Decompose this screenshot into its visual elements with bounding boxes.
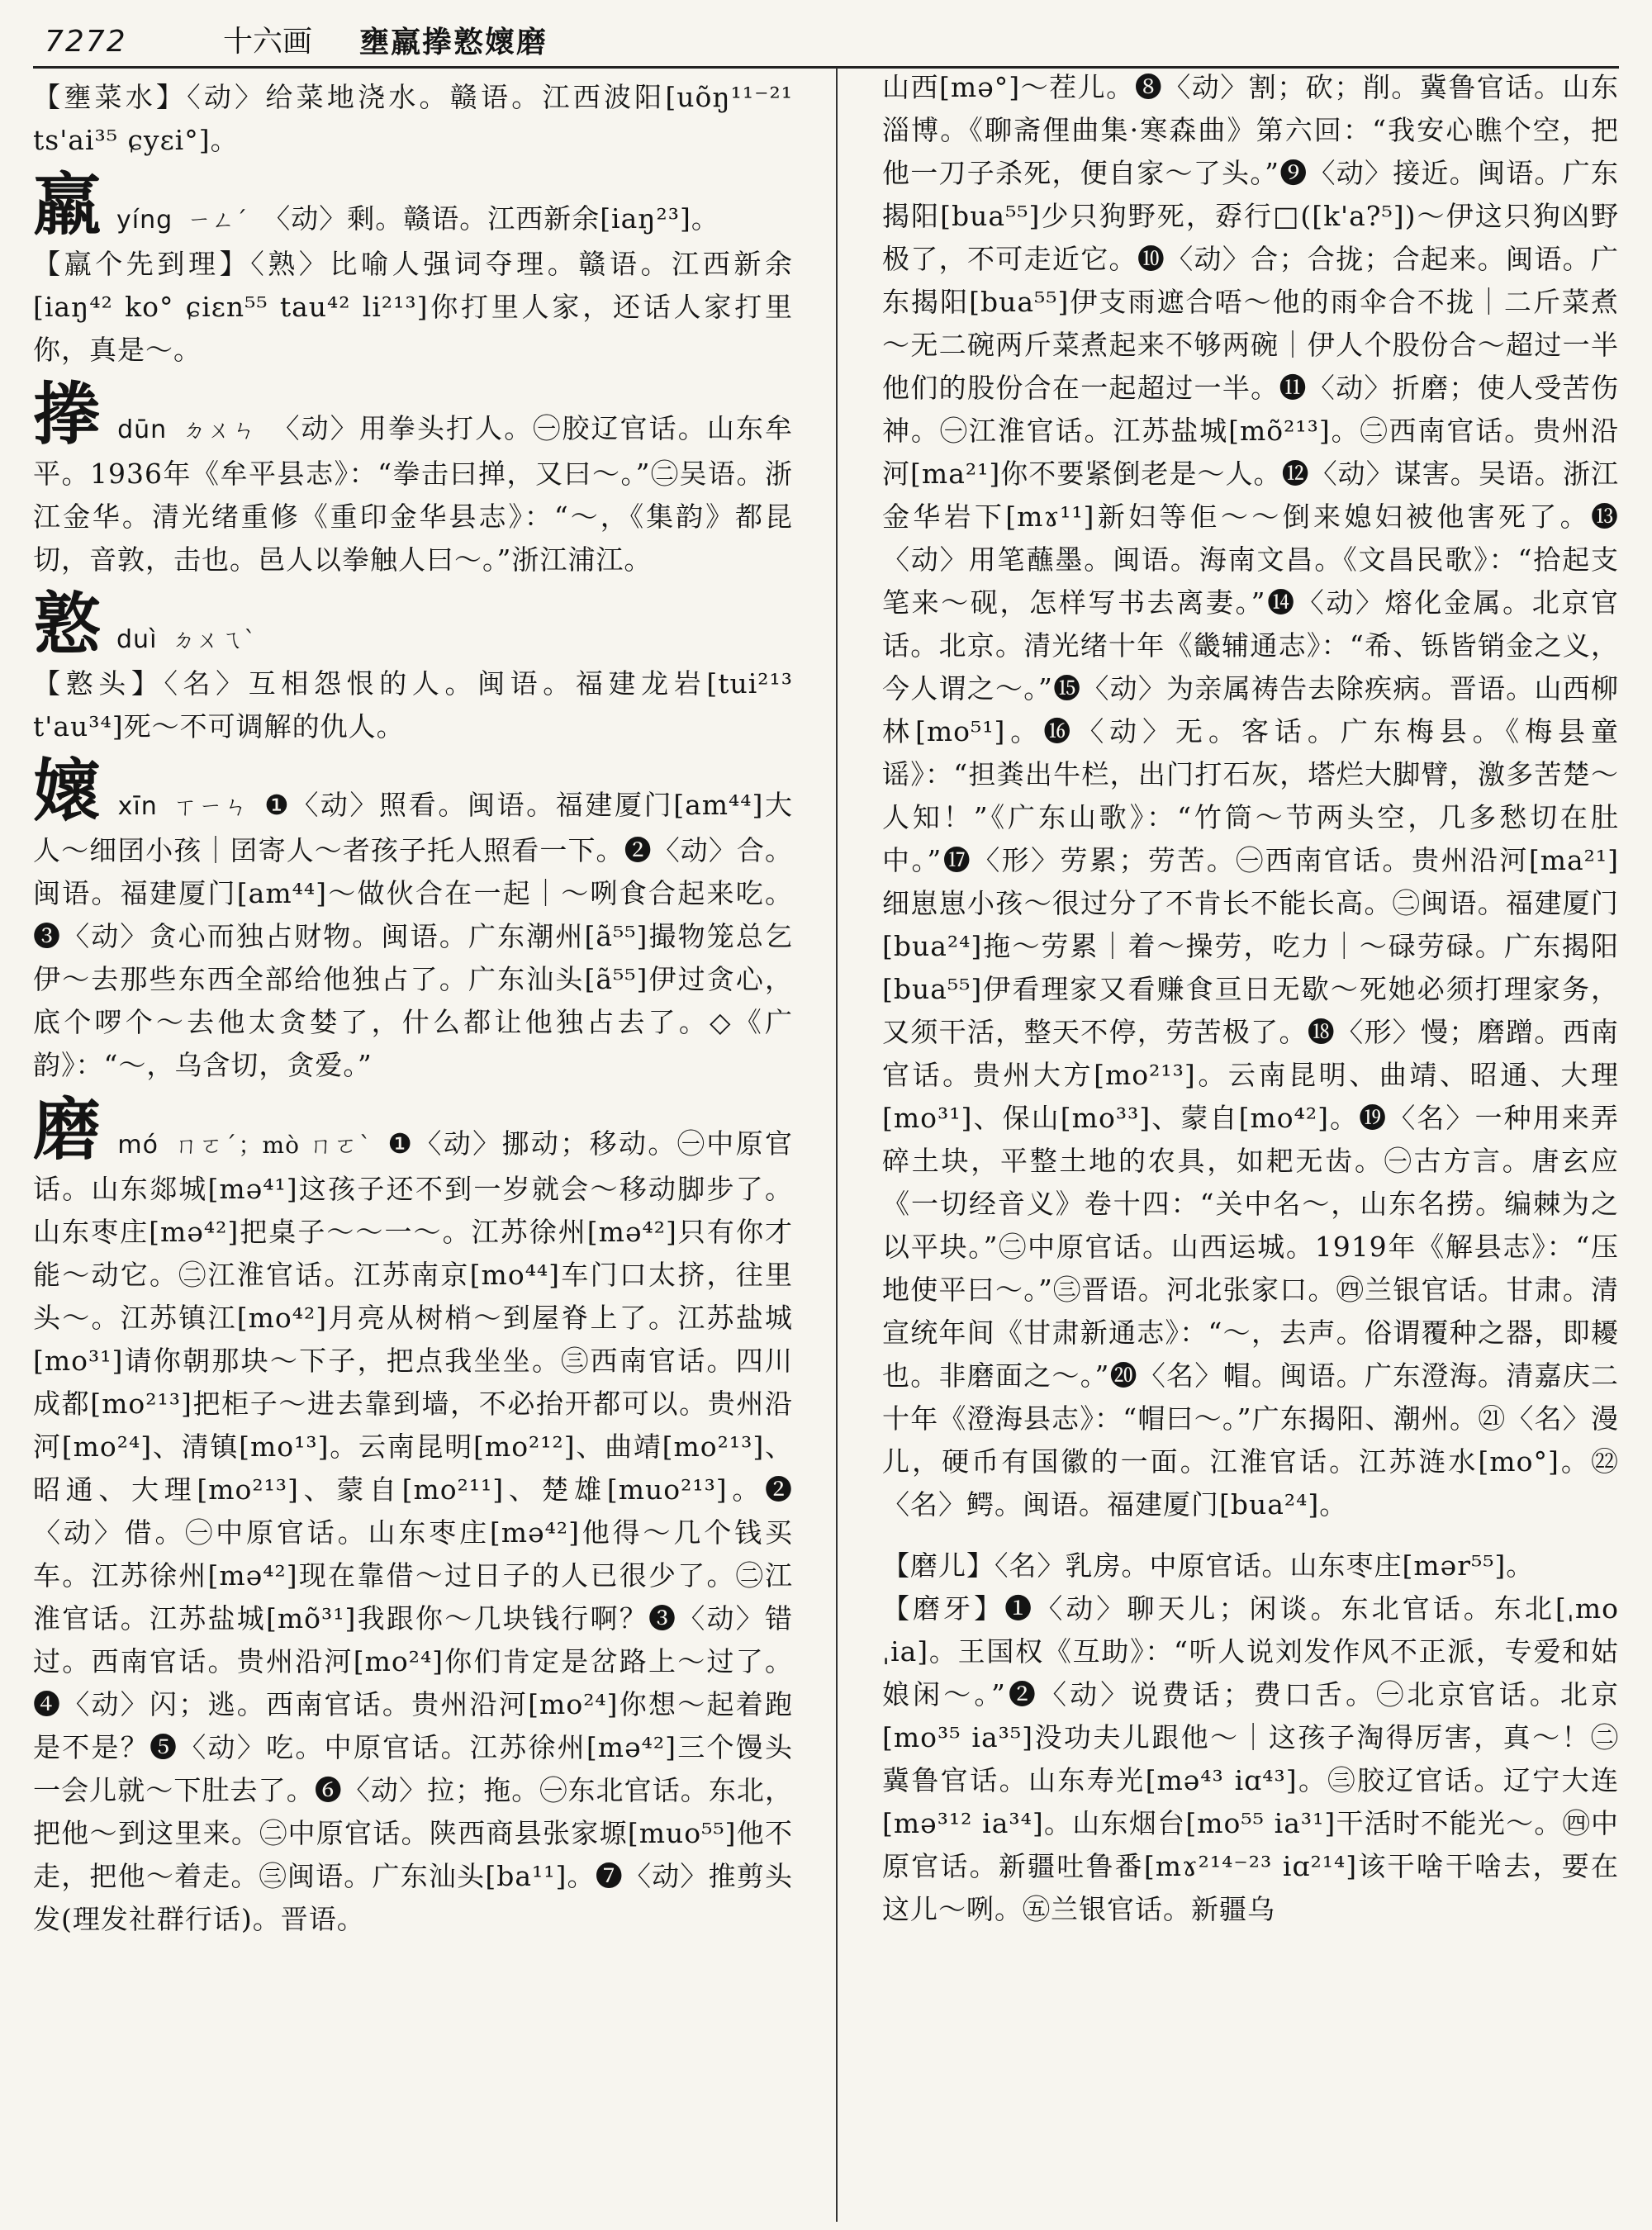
entry-dui <box>33 586 793 662</box>
entry-mo <box>33 1092 793 1941</box>
stroke-count-label: 十六画 <box>223 25 313 59</box>
zhuyin: ㄉㄨㄟˋ <box>172 626 257 653</box>
spacer <box>882 1526 1619 1544</box>
headword: 憝 <box>33 585 102 664</box>
left-column <box>33 76 793 2215</box>
entry-moer: 【磨儿】〈名〉乳房。中原官话。山东枣庄[mər⁵⁵]。 <box>882 1549 1535 1582</box>
pinyin: mó <box>117 1131 159 1160</box>
entry-moya: 【磨牙】❶〈动〉聊天儿；闲谈。东北官话。东北[ˌmo ˌia]。王国权《互助》：“听人说刘发作风不正派，专爱和姑娘闲～。”❷〈动〉说费话；费口舌。㊀北京官话。北京[mo³⁵ ia³⁵]没功夫儿跟他～｜这孩子淘得厉害，真～！㊁冀鲁官话。山东寿光[mə⁴³ iɑ⁴³]。㊂胶辽官话。辽宁大连[mə³¹² ia³⁴]。山东烟台[mo⁵⁵ ia³¹]干活时不能光～。㊃中原官话。新疆吐鲁番[mɤ²¹⁴⁻²³ iɑ²¹⁴]该干啥干啥去，要在这儿～咧。㊄兰银官话。新疆乌 <box>882 1592 1619 1925</box>
pinyin: dūn <box>117 415 168 444</box>
column-divider <box>836 68 838 2222</box>
definition: 〈动〉剩。赣语。江西新余[iaŋ²³]。 <box>263 202 719 235</box>
headword: 㜳 <box>33 752 103 831</box>
definition: ❶〈动〉照看。闽语。福建厦门[am⁴⁴]大人～细囝小孩｜囝寄人～者孩子托人照看一下。❷〈动〉合。闽语。福建厦门[am⁴⁴]～做伙合在一起｜～咧食合起来吃。❸〈动〉贪心而独占财物。闽语。广东潮州[ã⁵⁵]撮物笼总乞伊～去那些东西全部给他独占了。广东汕头[ã⁵⁵]伊过贪心，底个啰个～去他太贪婪了，什么都让他独占去了。◇《广韵》：“～，乌含切，贪爱。” <box>33 789 793 1081</box>
definition: 〈动〉用拳头打人。㊀胶辽官话。山东牟平。1936年《牟平县志》：“拳击曰掸，又曰～。”㊁吴语。浙江金华。清光绪重修《重印金华县志》：“～，《集韵》都昆切，音敦，击也。邑人以拳触人曰～。”浙江浦江。 <box>33 412 793 576</box>
pinyin: yíng <box>116 206 173 235</box>
page-characters: 壅羸搼憝㜳磨 <box>359 25 548 59</box>
page-header <box>33 18 1619 69</box>
zhuyin: ㄇㄛˊ；mò ㄇㄛˋ <box>173 1132 373 1159</box>
pinyin: duì <box>116 625 158 654</box>
headword: 磨 <box>33 1090 103 1170</box>
definition: ❶〈动〉挪动；移动。㊀中原官话。山东郯城[mə⁴¹]这孩子还不到一岁就会～移动脚步了。山东枣庄[mə⁴²]把桌子～～一～。江苏徐州[mə⁴²]只有你才能～动它。㊁江淮官话。江苏南京[mo⁴⁴]车门口太挤，往里头～。江苏镇江[mo⁴²]月亮从树梢～到屋脊上了。江苏盐城[mo³¹]请你朝那块～下子，把点我坐坐。㊂西南官话。四川成都[mo²¹³]把柜子～进去靠到墙，不必抬开都可以。贵州沿河[mo²⁴]、清镇[mo¹³]。云南昆明[mo²¹²]、曲靖[mo²¹³]、昭通、大理[mo²¹³]、蒙自[mo²¹¹]、楚雄[muo²¹³]。❷〈动〉借。㊀中原官话。山东枣庄[mə⁴²]他得～几个钱买车。江苏徐州[mə⁴²]现在靠借～过日子的人已很少了。㊁江淮官话。江苏盐城[mõ³¹]我跟你～几块钱行啊？❸〈动〉错过。西南官话。贵州沿河[mo²⁴]你们肯定是岔路上～过了。❹〈动〉闪；逃。西南官话。贵州沿河[mo²⁴]你想～起着跑是不是？❺〈动〉吃。中原官话。江苏徐州[mə⁴²]三个馒头一会儿就～下肚去了。❻〈动〉拉；拖。㊀东北官话。东北，把他～到这里来。㊁中原官话。陕西商县张家塬[muo⁵⁵]他不走，把他～着走。㊂闽语。广东汕头[ba¹¹]。❼〈动〉推剪头发(理发社群行话)。晋语。 <box>33 1127 793 1935</box>
entry-ying <box>33 167 793 243</box>
entry-yinggexiandaoli: 【羸个先到理】〈熟〉比喻人强词夺理。赣语。江西新余[iaŋ⁴² ko° ɕiɛn⁵⁵ tau⁴² li²¹³]你打里人家，还话人家打里你，真是～。 <box>33 248 793 366</box>
entry-dun <box>33 377 793 581</box>
zhuyin: ㄒㄧㄣ <box>172 793 250 820</box>
right-column <box>882 66 1619 2222</box>
entry-mo-continued: 山西[mə°]～茬儿。❽〈动〉割；砍；削。冀鲁官话。山东淄博。《聊斋俚曲集·寒森曲》第六回：“我安心瞧个空，把他一刀子杀死，便自家～了头。”❾〈动〉接近。闽语。广东揭阳[bua⁵⁵]少只狗野死，孬行□([k'a?⁵])～伊这只狗凶野极了，不可走近它。❿〈动〉合；合拢；合起来。闽语。广东揭阳[bua⁵⁵]伊支雨遮合唔～他的雨伞合不拢｜二斤菜煮～无二碗两斤菜煮起来不够两碗｜伊人个股份合～超过一半他们的股份合在一起超过一半。⓫〈动〉折磨；使人受苦伤神。㊀江淮官话。江苏盐城[mõ²¹³]。㊁西南官话。贵州沿河[ma²¹]你不要紧倒老是～人。⓬〈动〉谋害。吴语。浙江金华岩下[mɤ¹¹]新妇等佢～～倒来媳妇被他害死了。⓭〈动〉用笔蘸墨。闽语。海南文昌。《文昌民歌》：“拾起支笔来～砚，怎样写书去离妻。”⓮〈动〉熔化金属。北京官话。北京。清光绪十年《畿辅通志》：“希、铄皆销金之义，今人谓之～。”⓯〈动〉为亲属祷告去除疾病。晋语。山西柳林[mo⁵¹]。⓰〈动〉无。客话。广东梅县。《梅县童谣》：“担粪出牛栏，出门打石灰，塔烂大脚臂，激多苦楚～人知！”《广东山歌》：“竹筒～节两头空，几多愁切在肚中。”⓱〈形〉劳累；劳苦。㊀西南官话。贵州沿河[ma²¹]细崽崽小孩～很过分了不肯长不能长高。㊁闽语。福建厦门[bua²⁴]拖～劳累｜着～操劳，吃力｜～碌劳碌。广东揭阳[bua⁵⁵]伊看理家又看赚食亘日无歇～死她必须打理家务，又须干活，整天不停，劳苦极了。⓲〈形〉慢；磨蹭。西南官话。贵州大方[mo²¹³]。云南昆明、曲靖、昭通、大理[mo³¹]、保山[mo³³]、蒙自[mo⁴²]。⓳〈名〉一种用来弄碎土块，平整土地的农具，如耙无齿。㊀古方言。唐玄应《一切经音义》卷十四：“关中名～，山东名捞。编棘为之以平块。”㊁中原官话。山西运城。1919年《解县志》：“压地使平曰～。”㊂晋语。河北张家口。㊃兰银官话。甘肃。清宣统年间《甘肃新通志》：“～，去声。俗谓覆种之器，即耰也。非磨面之～。”⓴〈名〉帽。闽语。广东澄海。清嘉庆二十年《澄海县志》：“帽曰～。”广东揭阳、潮州。㉑〈名〉漫儿，硬币有国徽的一面。江淮官话。江苏涟水[mo°]。㉒〈名〉鳄。闽语。福建厦门[bua²⁴]。 <box>882 71 1619 1521</box>
headword: 搼 <box>33 375 103 454</box>
entry-duitou: 【憝头】〈名〉互相怨恨的人。闽语。福建龙岩[tui²¹³ t'au³⁴]死～不可调解的仇人。 <box>33 667 793 743</box>
zhuyin: ㄧㄥˊ <box>188 206 249 234</box>
headword: 羸 <box>33 165 102 244</box>
entry-yongcaishui: 【壅菜水】〈动〉给菜地浇水。赣语。江西波阳[uõŋ¹¹⁻²¹ ts'ai³⁵ ɕyɛi°]。 <box>33 81 793 156</box>
zhuyin: ㄉㄨㄣ <box>182 416 258 444</box>
pinyin: xīn <box>117 792 158 821</box>
entry-xin <box>33 753 793 1087</box>
page-number: 7272 <box>45 25 127 59</box>
